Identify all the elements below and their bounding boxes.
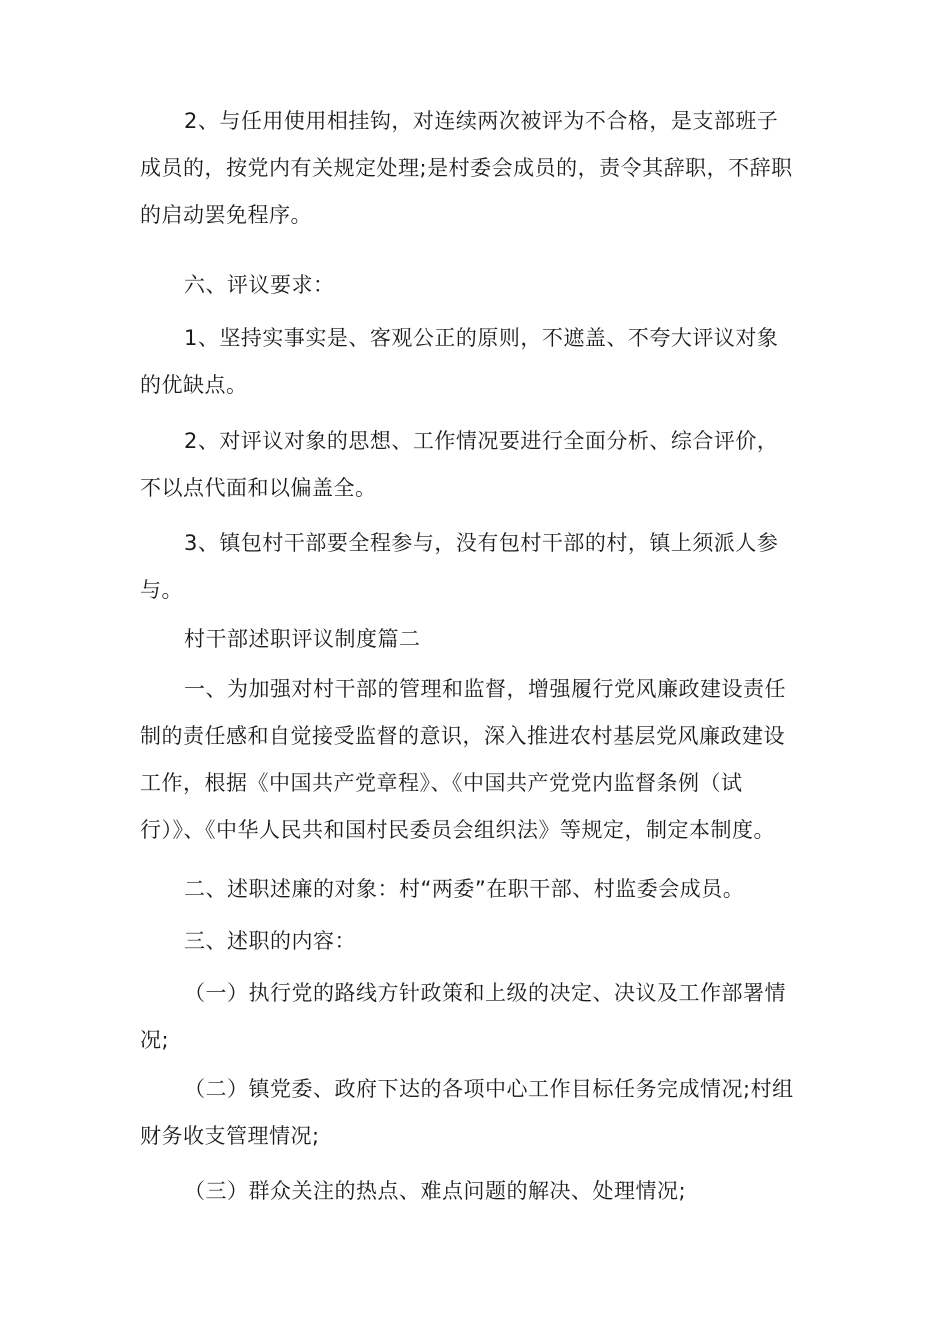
text-line: 的优缺点。: [140, 373, 248, 397]
paragraph-report-subjects: [140, 866, 830, 913]
section-heading-review-requirements: [140, 262, 830, 309]
text-line: 制的责任感和自觉接受监督的意识，深入推进农村基层党风廉政建设: [140, 724, 785, 748]
paragraph-content-item-3: [140, 1168, 830, 1215]
text-line: 2、与任用使用相挂钩，对连续两次被评为不合格，是支部班子: [184, 109, 779, 133]
text-line: 村干部述职评议制度篇二: [184, 627, 421, 651]
text-line: 财务收支管理情况;: [140, 1124, 320, 1148]
paragraph-employment-linkage: [140, 98, 830, 239]
text-line: 况;: [140, 1028, 170, 1052]
text-line: （一）执行党的路线方针政策和上级的决定、决议及工作部署情: [184, 981, 786, 1005]
text-line: 二、述职述廉的对象：村“两委”在职干部、村监委会成员。: [184, 877, 745, 901]
section-heading-report-content: [140, 918, 830, 965]
text-line: 三、述职的内容：: [184, 929, 356, 953]
text-line: 2、对评议对象的思想、工作情况要进行全面分析、综合评价，: [184, 429, 779, 453]
text-line: 六、评议要求：: [184, 273, 335, 297]
paragraph-purpose: [140, 666, 830, 854]
paragraph-content-item-1: [140, 970, 830, 1064]
text-line: 行）》、《中华人民共和国村民委员会组织法》等规定，制定本制度。: [140, 818, 775, 842]
text-line: 成员的，按党内有关规定处理;是村委会成员的，责令其辞职，不辞职: [140, 156, 793, 180]
paragraph-requirement-1: [140, 315, 830, 409]
text-line: 3、镇包村干部要全程参与，没有包村干部的村，镇上须派人参: [184, 531, 779, 555]
text-line: （二）镇党委、政府下达的各项中心工作目标任务完成情况;村组: [184, 1077, 794, 1101]
paragraph-content-item-2: [140, 1066, 830, 1160]
text-line: 1、坚持实事实是、客观公正的原则，不遮盖、不夸大评议对象: [184, 326, 779, 350]
section-title-part-two: [140, 616, 830, 663]
text-line: 的启动罢免程序。: [140, 203, 312, 227]
text-line: 与。: [140, 578, 183, 602]
text-line: （三）群众关注的热点、难点问题的解决、处理情况;: [184, 1179, 687, 1203]
text-line: 工作，根据《中国共产党章程》、《中国共产党党内监督条例（试: [140, 771, 743, 795]
paragraph-requirement-2: [140, 418, 830, 512]
text-line: 一、为加强对村干部的管理和监督，增强履行党风廉政建设责任: [184, 677, 786, 701]
paragraph-requirement-3: [140, 520, 830, 614]
text-line: 不以点代面和以偏盖全。: [140, 476, 377, 500]
